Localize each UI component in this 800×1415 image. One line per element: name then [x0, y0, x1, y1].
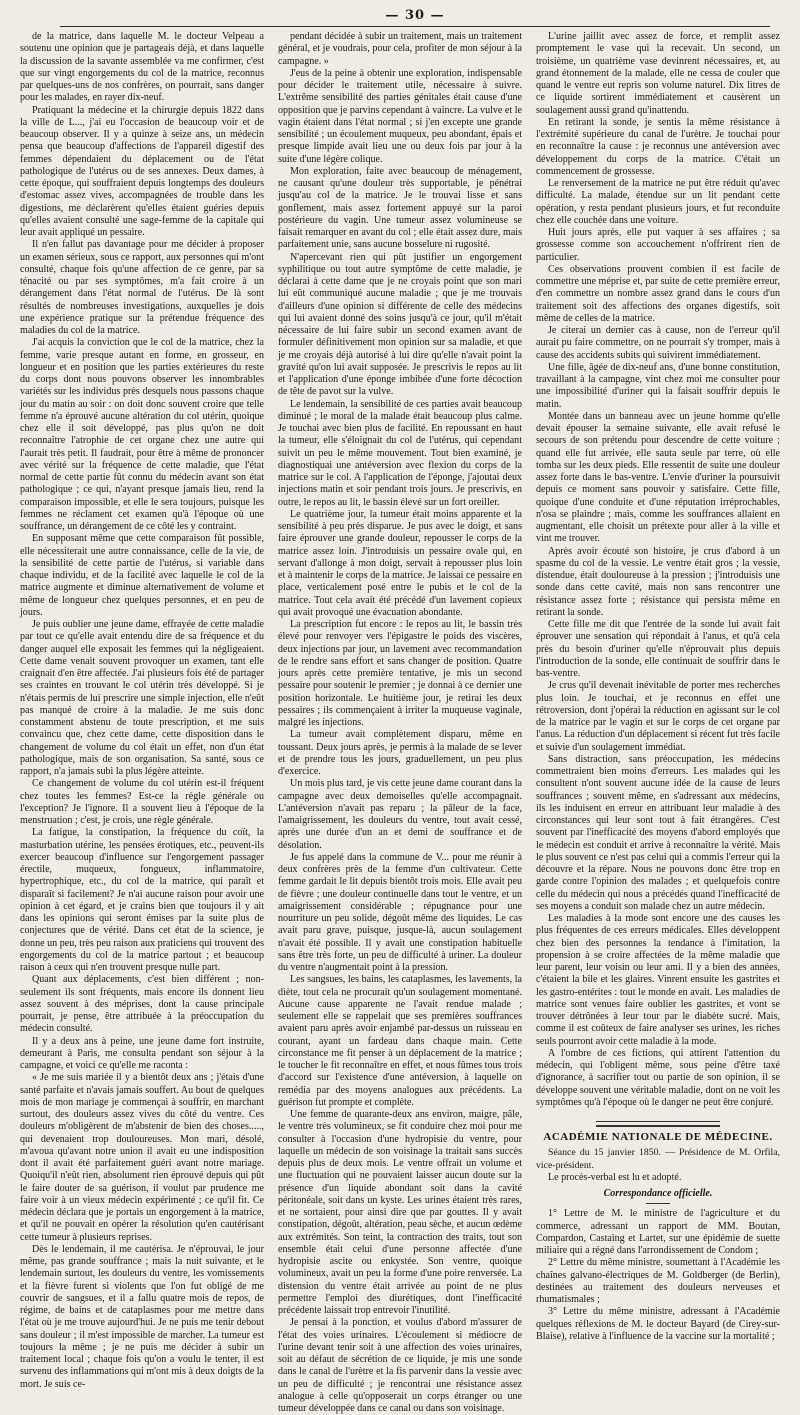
paragraph: Montée dans un banneau avec un jeune homme qu'elle devait épouser la semaine suivante, elle avait refusé le secours de son prétendu pour descendre de cette voiture ; quand elle fut arrivée, elle sauta seule par terre, où elle tomba sur les deux pieds. Elle ressentit de suite une douleur assez forte dans le bas-ventre. L'envie d'uriner la poursuivit depuis ce moment sans pouvoir y satisfaire. Cette fille, quoique d'une conduite et d'une réputation irréprochables, n'osa se plaindre ; mais, comme les souffrances allaient en augmentant, elle choisit un prétexte pour aller à la ville et vint me trouver. [536, 410, 780, 545]
paragraph: Cette fille me dit que l'entrée de la sonde lui avait fait éprouver une sensation qui répondait à l'anus, et qu'à cela près du besoin d'uriner qu'elle n'éprouvait plus depuis l'introduction de la sonde, elle continuait de souffrir dans le bas-ventre. [536, 619, 780, 679]
paragraph: Je pensai à la ponction, et voulus d'abord m'assurer de l'état des voies urinaires. L'écoulement si médiocre de l'urine devant tenir soit à une affection des voies urinaires, soit au défaut de sécrétion de ce liquide, je mis une sonde dans le canal de l'urètre et la fis parvenir dans la vessie avec un peu de difficulté ; je rencontrai une résistance assez analogue à celle qu'opposerait un corps étranger ou une tumeur développée dans ce canal ou dans son voisinage. [278, 1317, 522, 1414]
paragraph: Je citerai un dernier cas à cause, non de l'erreur qu'il aurait pu faire commettre, on ne pourrait s'y tromper, mais à cause des accidents subits qui suivirent immédiatement. [536, 325, 780, 361]
session-line: Séance du 15 janvier 1850. — Présidence de M. Orfila, vice-président. [536, 1147, 780, 1171]
minutes-line: Le procès-verbal est lu et adopté. [548, 1171, 682, 1183]
paragraph: Ce changement de volume du col utérin est-il fréquent chez toutes les femmes? Est-ce la règle générale ou l'exception? Je l'ignore. Il a souvent lieu à l'époque de la menstruation ; c'est, je crois, une règle générale. [20, 778, 264, 826]
section-rule-top [596, 1121, 720, 1122]
paragraph: J'eus de la peine à obtenir une exploration, indispensable pour décider le traitement utile, nécessaire à suivre. L'extrême sensibilité des parties génitales était cause d'une opposition que je parvins cependant à vaincre. La vulve et le vagin étaient dans l'état normal ; si j'en excepte une grande sensibilité ; un écoulement muqueux, peu abondant, épais et presque limpide avait lieu une ou deux fois par jour à la suite d'une légère colique. [278, 67, 522, 165]
paragraph: Un mois plus tard, je vis cette jeune dame courant dans la campagne avec deux demoiselles qu'elle accompagnait. L'antéversion n'avait pas reparu ; la pâleur de la face, l'amaigrissement, les douleurs du ventre, tout avait cessé, après une durée d'un an et demi de souffrance et de désolation. [278, 778, 522, 851]
correspondence-heading: Correspondance officielle. [603, 1188, 713, 1199]
paragraph: Quant aux déplacements, c'est bien différent ; non-seulement ils sont fréquents, mais encore ils donnent lieu assez souvent à des méprises, dont la cause principale pourrait, je pense, être attribuée à la préoccupation du médecin consulté. [20, 974, 264, 1035]
section-title: ACADÉMIE NATIONALE DE MÉDECINE. [543, 1131, 773, 1143]
paragraph: En retirant la sonde, je sentis la même résistance à l'extrémité supérieure du canal de l'urètre. Je touchai pour en reconnaître la cause : je reconnus une antéversion avec développement du corps de la matrice. C'était un commencement de grossesse. [536, 116, 780, 177]
paragraph: Les sangsues, les bains, les cataplasmes, les lavements, la diète, tout cela ne procurait qu'un soulagement momentané. Aucune cause apparente ne l'avait rendue malade ; seulement elle se rappelait que ses premières souffrances avaient paru après avoir enjambé par-dessus un ruisseau en courant, ayant un fardeau dans chaque main. Cette circonstance me fit penser à un déplacement de la matrice ; le toucher le fit reconnaître en effet, et nous fûmes tous trois d'accord sur l'existence d'une antéversion, à laquelle on remédia par des moyens analogues aux précédents. La guérison fut prompte et complète. [278, 974, 522, 1108]
paragraph: Je puis oublier une jeune dame, effrayée de cette maladie par tout ce qu'elle avait entendu dire de sa fréquence et du danger auquel elle exposait les femmes qui la négligeaient. Cette dame venait souvent provoquer un examen, tant elle craignait d'en être affectée. J'ai plusieurs fois été de partager ses craintes en trouvant le col utérin très développé. Si je n'étais permis de lui prescrire une simple injection, elle n'eût pas manqué de croire à la maladie. Je me suis donc constamment abstenu de toute prescription, et me suis convaincu que, chez cette dame, cette disposition dans le changement de volume du col était un effet, non d'un état pathologique, mais de son organisation. Sa santé, sous ce rapport, n'a jamais subi la plus légère atteinte. [20, 619, 264, 777]
paragraph: Une fille, âgée de dix-neuf ans, d'une bonne constitution, travaillant à la campagne, vint chez moi me consulter pour une impossibilité d'uriner qui la faisait souffrir depuis le matin. [536, 361, 780, 410]
paragraph: Dès le lendemain, il me cautérisa. Je n'éprouvai, le jour même, pas grande souffrance ; mais la nuit suivante, et le lendemain surtout, les douleurs du ventre, les vomissements et la fièvre furent si violents que l'on fut obligé de me couvrir de sangsues, et il a fallu quatre mois de repos, de régime, de bains et de cataplasmes pour me mettre dans l'état où je me trouve aujourd'hui. Je ne puis me tenir debout sans douleur ; il m'est impossible de marcher. La tumeur est toujours la même ; je ne puis me décider à subir un traitement local ; chaque fois qu'on a voulu le tenter, il est survenu des inflammations qui m'ont mis à deux doigts de la mort. Je suis ce- [20, 1243, 264, 1390]
text-columns [20, 31, 780, 1414]
section-rule-bottom [596, 1125, 720, 1127]
paragraph: Les maladies à la mode sont encore une des causes les plus fréquentes de ces erreurs médicales. Elles développent chez bien des personnes la tendance à l'imitation, la propension à se croire affectées de la même maladie que leur parent, leur voisin ou leur ami. Il y a bien des années, c'étaient la bile et les glaires. Vinrent ensuite les gastrites et les gastro-entérites : tout le monde en avait. Les maladies de matrice sont venues faire oublier les gastrites, et vont se trouver détrônées à leur tour par le diabète sucré. Mais, comme il est coûteux de faire analyser ses urines, les riches seuls pourront avoir cette maladie à la mode. [536, 913, 780, 1047]
paragraph: La fatigue, la constipation, la fréquence du coït, la masturbation utérine, les pensées érotiques, etc., peuvent-ils exercer beaucoup d'influence sur l'engorgement passager érectile, muqueux, fongueux, inflammatoire, hypertrophique, etc., du col de la matrice, qui paraît et disparaît si facilement? Je n'ai aucune raison pour avoir une opinion à cet égard, et je crains bien que toujours il y ait dans les opinions qui seront émises par la suite plus de conjectures que de vérité. Dans cet état de la science, je donne un peu, très peu raison aux praticiens qui trouvent des engorgements du col de la matrice partout ; et beaucoup raison à ceux qui n'en trouvent presque nulle part. [20, 827, 264, 973]
paragraph: A l'ombre de ces fictions, qui attirent l'attention du médecin, qui l'obligent même, sous peine d'être taxé d'ignorance, à sacrifier tout ou partie de son opinion, il se développe souvent une véritable maladie, dont on ne voit les symptômes qu'à l'époque où le danger ne peut être conjuré. [536, 1047, 780, 1108]
paragraph: Une femme de quarante-deux ans environ, maigre, pâle, le ventre très volumineux, se fit conduire chez moi pour me consulter à l'occasion d'une hydropisie du ventre, pour laquelle un médecin de son voisinage la traitait sans succès depuis plus de deux mois. Le ventre offrait un volume et une fluctuation qui ne pouvaient laisser aucun doute sur la présence d'un liquide abondant soit dans la cavité péritonéale, soit dans un kyste. Les urines étaient très rares, et ne sortaient, pour ainsi dire que par gouttes. Il y avait constipation, dégoût, altération, peau sèche, et aucun œdème aux extrémités. Son teint, la contraction des traits, tout son ensemble était celui d'une personne affectée d'une hydropisie ascite ou enkystée. Son ventre, quoique volumineux, avait un peu la forme d'une poire renversée. La distension du ventre était arrivée au point de ne plus permettre l'emploi des diurétiques, dont l'inefficacité précédente laissait trop entrevoir l'inutilité. [278, 1109, 522, 1316]
paragraph: Le quatrième jour, la tumeur était moins apparente et la sensibilité à peu près disparue. Je pus avec le doigt, et sans faire éprouver une grande douleur, repousser le corps de la matrice assez loin. J'introduisis un pessaire ovale qui, en servant d'allonge à mon doigt, servait à repousser plus loin et à maintenir le corps de la matrice. Je laissai ce pessaire en place, verticalement posé entre le pubis et le col de la matrice. Tout cela avait été précédé d'un lavement copieux qui avait provoqué une évacuation abondante. [278, 508, 522, 618]
paragraph: Il n'en fallut pas davantage pour me décider à proposer un examen sérieux, sous ce rapport, aux personnes qui m'ont consulté, chaque fois qu'une affection de ce genre, par sa ténacité ou par ses symptômes, m'a fait croire à un dérangement dans l'état normal de l'utérus. De là sont résultés de nombreuses investigations, auxquelles je dois une expérience pratique sur la prétendue fréquence des maladies du col de la matrice. [20, 239, 264, 336]
paragraph: pendant décidée à subir un traitement, mais un traitement général, et je voudrais, pour cela, profiter de mon séjour à la campagne. » [278, 31, 522, 67]
paragraph: Ces observations prouvent combien il est facile de commettre une méprise et, par suite de cette première erreur, d'en commettre un nombre assez grand dans le cours d'un traitement soit des affections des organes digestifs, soit même de celles de la matrice. [536, 263, 780, 324]
column-middle [278, 31, 522, 1414]
paragraph: N'apercevant rien qui pût justifier un engorgement syphilitique ou tout autre symptôme de cette maladie, je déclarai à cette dame que je ne croyais point que son mari lui eût communiqué aucune maladie ; que je me trouvais d'ailleurs d'une opinion si différente de celle des médecins qui lui avaient donné des soins jusqu'à ce jour, qu'il m'était nécessaire de lui faire subir un second examen avant de formuler définitivement mon opinion sur sa maladie, et que je me croyais déjà autorisé à lui dire qu'elle n'avait point la gravité qu'on lui avait supposée. Je prescrivis le repos au lit et l'application d'une éponge imbibée d'une forte décoction de tête de pavot sur la vulve. [278, 251, 522, 398]
paragraph: Huit jours après, elle put vaquer à ses affaires ; sa grossesse comme son accouchement n'offrirent rien de particulier. [536, 227, 780, 263]
paragraph: de la matrice, dans laquelle M. le docteur Velpeau a soutenu une opinion que je partageais déjà, et dans laquelle la discussion de la savante assemblée va me confirmer, c'est que sur vingt engorgements du col de la matrice, reconnus par quelques-uns de nos confrères, on pourrait, sans danger pour les malades, en rayer dix-neuf. [20, 31, 264, 104]
correspondence-item: 3° Lettre du même ministre, adressant à l'Académie quelques réflexions de M. le docteur Bayard (de Cirey-sur-Blaise), relative à l'influence de la vaccine sur la mortalité ; [536, 1306, 780, 1342]
column-left [20, 31, 264, 1390]
paragraph: Sans distraction, sans préoccupation, les médecins commettraient bien moins d'erreurs. Les malades qui les consultent n'ont souvent aucune idée de la cause de leurs souffrances ; souvent même, en s'adressant aux médecins, ils les induisent en erreur en attribuant leur maladie à des circonstances qui leur sont tout à fait étrangères. C'est souvent par l'inefficacité des moyens d'abord employés que le médecin est conduit et arrive à reconnaître la vérité. Mais le plus souvent ce n'est pas celui qui a commis l'erreur qui la découvre et la répare. Nous ne pouvons donc être trop en garde contre l'opinion des malades ; et quelquefois contre celle du médecin qui nous a précédés quand l'inefficacité de ses moyens a conduit son malade chez un autre médecin. [536, 753, 780, 912]
paragraph: En supposant même que cette comparaison fût possible, elle nécessiterait une autre connaissance, celle de la vie, de la sensibilité de cette partie de l'utérus, si variable dans chaque individu, et de la facilité avec laquelle le col de la matrice augmente et diminue alternativement de volume et même de longueur chez quelques personnes, et en peu de jours. [20, 533, 264, 618]
paragraph: Il y a deux ans à peine, une jeune dame fort instruite, demeurant à Paris, me consulta pendant son séjour à la campagne, et voici ce qu'elle me raconta : [20, 1035, 264, 1071]
paragraph: J'ai acquis la conviction que le col de la matrice, chez la femme, varie presque autant en forme, en grosseur, en longueur et en position que les parties extérieures du reste du corps dont nous pouvons observer les innombrables variétés sur les individus près desquels nous passons chaque jour du matin au soir : on doit donc souvent croire que telle femme n'a éprouvé aucune altération du col utérin, quoique chez elle il soit développé, pas plus qu'on ne doit reconnaître l'atrophie de cet organe chez une autre qui l'aurait très petit. Il faudrait, pour être à même de prononcer avec vérité sur la fréquence de cette maladie, que l'état normal de cette partie fût connu du médecin avant son état pathologique ; ce qui, n'ayant presque jamais lieu, rend la comparaison impossible, et elle le sera toujours, puisque les femmes ne réclament cet examen qu'à l'époque où une souffrance, un dérangement de ce côté les y contraint. [20, 337, 264, 532]
paragraph: Je crus qu'il devenait inévitable de porter mes recherches plus loin. Je touchai, et je reconnus en effet une rétroversion, dont j'opérai la réduction en agissant sur le col de la matrice par le vagin et sur le corps de cet organe par l'anus. La réduction d'un déplacement si récent fut très facile et suivie d'un soulagement immédiat. [536, 680, 780, 753]
correspondence-rule [646, 1203, 670, 1204]
paragraph: Après avoir écouté son histoire, je crus d'abord à un spasme du col de la vessie. Le ventre était gros ; la vessie, distendue, était douloureuse à la pression ; j'introduisis une sonde dans cette cavité, mais non sans rencontrer une résistance assez forte ; résistance qui persista même en retirant la sonde. [536, 545, 780, 618]
correspondence-item: 2° Lettre du même ministre, soumettant à l'Académie les chaînes galvano-électriques de M. Goldberger (de Berlin), destinées au traitement des douleurs nerveuses et rhumatismales ; [536, 1257, 780, 1305]
paragraph: « Je me suis mariée il y a bientôt deux ans ; j'étais d'une santé parfaite et n'avais jamais souffert. Au bout de quelques mois de mon mariage je commençai à souffrir, en marchant surtout, des douleurs assez vives du côté du ventre. Ces douleurs m'obligèrent de m'abstenir de bien des choses....., qui devenaient trop douloureuses. Mon mari, désolé, m'avoua qu'avant notre union il avait eu une indisposition dont il avait été parfaitement guéri avant notre mariage. Quoiqu'il n'eût rien, absolument rien éprouvé depuis qui pût le faire douter de sa guérison, il voulut par prudence me faire voir à un vieux médecin expérimenté ; ce qu'il fit. Ce médecin déclara que je portais un engorgement à la matrice, et qu'il ne pouvait en opérer la résolution qu'en cautérisant cette tumeur à plusieurs reprises. [20, 1072, 264, 1243]
page-header [60, 6, 770, 27]
column-right [536, 31, 780, 1342]
paragraph: Mon exploration, faite avec beaucoup de ménagement, ne causant qu'une douleur très supportable, je pénétrai jusqu'au col de la matrice. Je le trouvai lisse et sans gonflement, mais assez fortement appuyé sur la paroi postérieure du vagin. Une tumeur assez volumineuse se faisait remarquer en avant du col ; elle était assez dure, mais parfaitement unie, sans aucune bosselure ni rugosité. [278, 165, 522, 251]
page-number: — 30 — [379, 8, 450, 23]
paragraph: Le renversement de la matrice ne put être réduit qu'avec difficulté. La malade, étendue sur un lit pendant cette opération, y resta pendant plusieurs jours, et fut reconduite chez elle couchée dans une voiture. [536, 178, 780, 226]
paragraph: Le lendemain, la sensibilité de ces parties avait beaucoup diminué ; le moral de la malade était beaucoup plus calme. Je touchai avec bien plus de facilité. En repoussant en haut la tumeur, elle s'éloignait du col de l'utérus, qui cependant suivit un peu le même mouvement. Tout bien examiné, je diagnostiquai une antéversion avec flexion du corps de la matrice sur le col. A l'application de l'éponge, j'ajoutai deux injections matin et soir pendant trois jours. Je prescrivis, en outre, le repos au lit, le bassin élevé sur un fort oreiller. [278, 398, 522, 508]
paragraph: Je fus appelé dans la commune de V... pour me réunir à deux confrères près de la femme d'un cultivateur. Cette femme gardait le lit depuis bientôt trois mois. Elle avait peu de fièvre ; une douleur continuelle dans tout le ventre, et un amaigrissement considérable ; répugnance pour une nourriture un peu solide, dégoût même des liquides. Le cas avait paru grave, puisque, jusque-là, aucun soulagement n'avait été possible. Il y avait une constipation habituelle sans être très forte, un peu de difficulté à uriner. La douleur du ventre n'augmentait point à la pression. [278, 851, 522, 973]
paragraph: Pratiquant la médecine et la chirurgie depuis 1822 dans la ville de L..., j'ai eu l'occasion de beaucoup voir et de beaucoup observer. Il y a quinze à seize ans, un médecin pensa que beaucoup d'affections de l'appareil digestif des femmes dépendaient du déplacement ou de l'état pathologique de l'utérus ou de ses annexes. Deux dames, à cette époque, qui souffraient depuis longtemps des douleurs d'estomac assez vives, accompagnées de trouble dans les digestions, me déclarèrent qu'elles étaient guéries depuis qu'elles avaient consulté une sage-femme de la capitale qui leur avait appliqué un pessaire. [20, 104, 264, 238]
correspondence-item: 1° Lettre de M. le ministre de l'agriculture et du commerce, adressant un rapport de MM. Boutan, Compardon, Castaing et Lartet, sur une épidémie de suette miliaire qui a régné dans l'arrondissement de Condom ; [536, 1208, 780, 1256]
paragraph: L'urine jaillit avec assez de force, et remplit assez promptement le vase qui la recevait. Un second, un troisième, un quatrième vase devinrent nécessaires, et, au grand étonnement de la malade, elle ne cessa de couler que quand le ventre eut repris son volume naturel. Dix litres de ce liquide sortirent immédiatement et causèrent un soulagement aussi grand qu'inattendu. [536, 31, 780, 116]
paragraph: La tumeur avait complètement disparu, même en toussant. Deux jours après, je permis à la malade de se lever et de prendre tous les jours, graduellement, un peu plus d'exercice. [278, 729, 522, 777]
paragraph: La prescription fut encore : le repos au lit, le bassin très élevé pour renvoyer vers l'épigastre le poids des viscères, deux injections par jour, un lavement avec recommandation de le rendre sans effort et sans changer de position. Quatre jours après cette première tentative, je mis un second pessaire pour soutenir le premier ; je donnai à ce dernier une position horizontale. Le huitième jour, je retirai les deux pessaires ; ils commençaient à irriter la muqueuse vaginale, malgré les injections. [278, 619, 522, 728]
